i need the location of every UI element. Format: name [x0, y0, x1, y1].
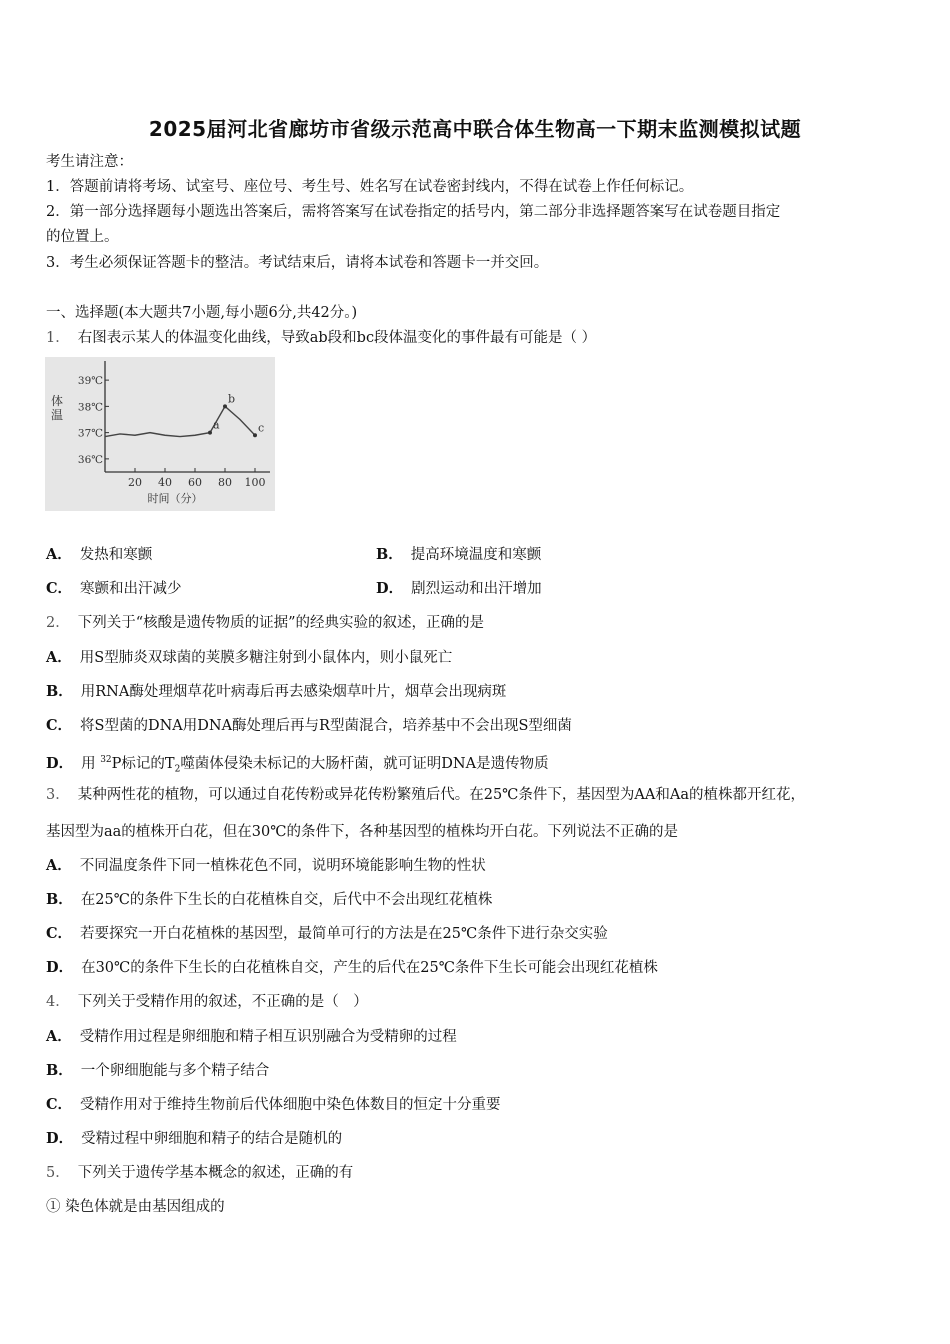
question-1	[46, 328, 596, 348]
q2-option-d[interactable]	[46, 750, 549, 780]
option-text: 在30℃的条件下生长的白花植株自交，产生的后代在25℃条件下生长可能会出现红花植株	[81, 960, 658, 976]
question-number: 3．	[46, 787, 70, 803]
option-text: 提高环境温度和寒颤	[410, 547, 542, 563]
option-label: D．	[46, 754, 74, 772]
q2-option-a[interactable]	[46, 648, 452, 668]
option-text: 若要探究一开白花植株的基因型，最简单可行的方法是在25℃条件下进行杂交实验	[80, 926, 608, 942]
x-tick-label: 20	[128, 476, 142, 489]
option-label: B．	[46, 683, 73, 700]
question-stem: 右图表示某人的体温变化曲线，导致ab段和bc段体温变化的事件最有可能是（ ）	[77, 330, 597, 346]
q1-option-b[interactable]	[376, 545, 541, 565]
option-text: 不同温度条件下同一植株花色不同，说明环境能影响生物的性状	[79, 858, 486, 874]
option-label: A．	[46, 546, 72, 563]
y-axis-label: 温	[50, 408, 64, 422]
temperature-chart	[45, 357, 275, 511]
x-tick-label: 40	[158, 476, 172, 489]
q4-option-a[interactable]	[46, 1027, 457, 1047]
option-text: 用S型肺炎双球菌的荚膜多糖注射到小鼠体内，则小鼠死亡	[79, 650, 453, 666]
question-number: 4．	[46, 994, 70, 1010]
q2-option-b[interactable]	[46, 682, 506, 702]
data-point-label-b: b	[228, 392, 236, 406]
question-3-cont: 基因型为aa的植株开白花，但在30℃的条件下，各种基因型的植株均开白花。下列说法不正确的是	[46, 824, 678, 840]
option-label: D．	[376, 580, 404, 597]
option-label: A．	[46, 649, 72, 666]
option-text: 将S型菌的DNA用DNA酶处理后再与R型菌混合，培养基中不会出现S型细菌	[80, 718, 572, 734]
option-text: 用RNA酶处理烟草花叶病毒后再去感染烟草叶片，烟草会出现病斑	[80, 684, 507, 700]
question-stem: 某种两性花的植物，可以通过自花传粉或异花传粉繁殖后代。在25℃条件下，基因型为AA和Aa的植株都开红花，	[77, 787, 805, 803]
y-tick-label: 37℃	[77, 427, 103, 440]
notice-heading: 考生请注意：	[46, 154, 133, 170]
option-label: C．	[46, 580, 73, 597]
q1-option-c[interactable]	[46, 579, 182, 599]
y-axis-label: 体	[50, 394, 64, 408]
question-2	[46, 613, 484, 633]
option-text: 受精过程中卵细胞和精子的结合是随机的	[81, 1131, 343, 1147]
question-5	[46, 1163, 353, 1183]
option-label: B．	[46, 891, 73, 908]
data-point-a	[208, 431, 212, 435]
notice-item-3: 3．考生必须保证答题卡的整洁。考试结束后，请将本试卷和答题卡一并交回。	[46, 255, 549, 271]
question-stem: 下列关于受精作用的叙述，不正确的是（ ）	[77, 994, 368, 1010]
x-tick-label: 80	[218, 476, 232, 489]
q4-option-b[interactable]	[46, 1061, 269, 1081]
option-text: 一个卵细胞能与多个精子结合	[80, 1063, 270, 1079]
question-number: 1．	[46, 330, 70, 346]
chart-svg	[45, 357, 275, 511]
y-tick-label: 39℃	[77, 375, 103, 388]
option-text-post: 噬菌体侵染未标记的大肠杆菌，就可证明DNA是遗传物质	[180, 755, 549, 772]
option-label: D．	[46, 959, 74, 976]
x-tick-label: 100	[244, 476, 266, 489]
q4-option-d[interactable]	[46, 1129, 342, 1149]
option-text: 剧烈运动和出汗增加	[411, 581, 542, 597]
isotope-superscript: 32	[100, 755, 112, 765]
q3-option-a[interactable]	[46, 856, 486, 876]
question-stem: 下列关于“核酸是遗传物质的证据”的经典实验的叙述，正确的是	[77, 615, 485, 631]
q1-option-d[interactable]	[376, 579, 542, 599]
option-text: 寒颤和出汗减少	[80, 581, 182, 597]
q3-option-b[interactable]	[46, 890, 492, 910]
question-stem: 下列关于遗传学基本概念的叙述，正确的有	[77, 1165, 354, 1181]
question-number: 5．	[46, 1165, 70, 1181]
option-text: 发热和寒颤	[79, 547, 153, 563]
y-tick-label: 36℃	[77, 453, 103, 466]
option-label: B．	[376, 546, 403, 563]
notice-item-2-cont: 的位置上。	[46, 229, 119, 245]
temperature-series-line	[105, 406, 255, 436]
option-label: C．	[46, 925, 73, 942]
q5-statement-1: ① 染色体就是由基因组成的	[46, 1199, 225, 1215]
data-point-b	[223, 404, 227, 408]
x-axis-label: 时间（分）	[147, 492, 203, 505]
section-heading: 一、选择题(本大题共7小题,每小题6分,共42分。)	[46, 305, 358, 321]
data-point-label-c: c	[258, 421, 265, 435]
option-text-pre: 用	[81, 755, 101, 772]
option-label: C．	[46, 1096, 73, 1113]
question-3	[46, 785, 805, 805]
notice-item-1: 1．答题前请将考场、试室号、座位号、考生号、姓名写在试卷密封线内，不得在试卷上作任何标记。	[46, 179, 694, 195]
data-point-c	[253, 433, 257, 437]
q2-option-c[interactable]	[46, 716, 572, 736]
option-text: 在25℃的条件下生长的白花植株自交，后代中不会出现红花植株	[80, 892, 493, 908]
phage-subscript: 2	[174, 764, 181, 775]
option-label: B．	[46, 1062, 73, 1079]
page-title: 2025届河北省廊坊市省级示范高中联合体生物高一下期末监测模拟试题	[148, 117, 802, 141]
option-label: C．	[46, 717, 73, 734]
option-text-mid: P标记的T	[111, 755, 175, 772]
notice-item-2: 2．第一部分选择题每小题选出答案后，需将答案写在试卷指定的括号内，第二部分非选择题答案写在试卷题目指定	[46, 204, 781, 220]
q4-option-c[interactable]	[46, 1095, 501, 1115]
option-label: A．	[46, 857, 72, 874]
q3-option-d[interactable]	[46, 958, 658, 978]
data-point-label-a: a	[213, 418, 220, 432]
option-label: D．	[46, 1130, 74, 1147]
question-4	[46, 992, 368, 1012]
option-text: 受精作用过程是卵细胞和精子相互识别融合为受精卵的过程	[79, 1029, 457, 1045]
q1-option-a[interactable]	[46, 545, 152, 565]
option-label: A．	[46, 1028, 72, 1045]
y-tick-label: 38℃	[77, 401, 103, 414]
x-tick-label: 60	[188, 476, 202, 489]
option-text: 受精作用对于维持生物前后代体细胞中染色体数目的恒定十分重要	[80, 1097, 501, 1113]
question-number: 2．	[46, 615, 70, 631]
q3-option-c[interactable]	[46, 924, 608, 944]
